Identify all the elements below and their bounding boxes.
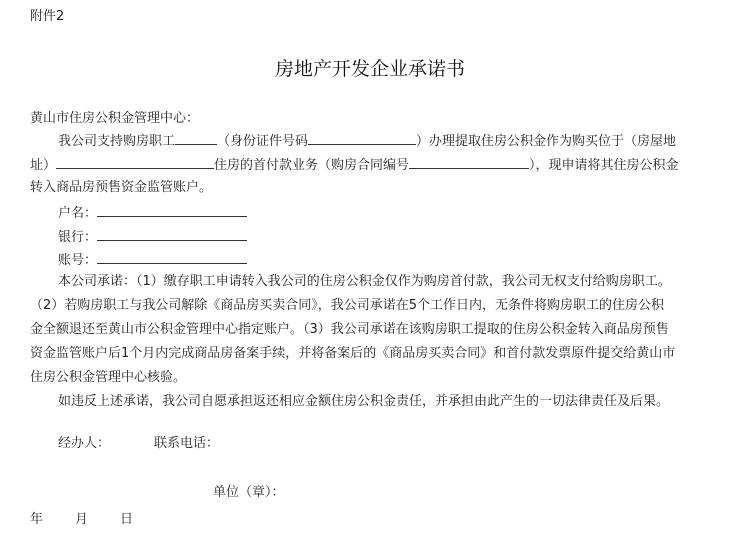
date-year: 年 <box>30 512 44 527</box>
house-address-blank[interactable] <box>56 155 214 169</box>
account-number-label: 账号： <box>58 253 98 268</box>
bank-blank[interactable] <box>97 227 247 241</box>
date-month: 月 <box>75 512 89 527</box>
para2-line2: （2）若购房职工与我公司解除《商品房买卖合同》，我公司承诺在5个工作日内，无条件将购房职工的住房公积 <box>30 298 665 313</box>
para1-text-f: ），现申请将其住房公积金 <box>529 158 679 173</box>
contract-number-blank[interactable] <box>409 155 529 169</box>
para1-text-c: ）办理提取住房公积金作为购买位于（房屋地 <box>416 134 677 149</box>
para3-line: 如违反上述承诺，我公司自愿承担返还相应金额住房公积金责任，并承担由此产生的一切法律责任及后果。 <box>58 394 670 409</box>
para2-line5: 住房公积金管理中心核验。 <box>30 370 187 385</box>
para2-line1: 本公司承诺：（1）缴存职工申请转入我公司的住房公积金仅作为购房首付款，我公司无权支付给购房职工。 <box>58 274 671 289</box>
annex-label: 附件2 <box>30 9 65 24</box>
account-name-blank[interactable] <box>97 203 247 217</box>
id-number-blank[interactable] <box>308 131 416 145</box>
para1-text-b: （身份证件号码 <box>217 134 309 149</box>
signature-line <box>58 435 219 453</box>
bank-label: 银行： <box>58 230 98 245</box>
salutation: 黄山市住房公积金管理中心： <box>30 111 200 126</box>
date-day: 日 <box>120 512 134 527</box>
account-number-field <box>58 250 247 270</box>
para2-line3: 金全额退还至黄山市公积金管理中心指定账户。（3）我公司承诺在该购房职工提取的住房公积金转入商品房预售 <box>30 322 669 337</box>
para1-line1 <box>58 131 676 151</box>
bank-field <box>58 227 247 247</box>
para1-line2 <box>30 155 679 175</box>
unit-seal-label: 单位（章）： <box>213 485 285 500</box>
employee-name-blank[interactable] <box>175 131 217 145</box>
account-number-blank[interactable] <box>97 250 247 264</box>
para1-text-d: 址） <box>30 158 57 173</box>
phone-label: 联系电话： <box>154 436 220 451</box>
handler-label: 经办人： <box>58 436 111 451</box>
document-title: 房地产开发企业承诺书 <box>274 58 465 80</box>
date-line <box>30 511 133 529</box>
para2-line4: 资金监管账户后1个月内完成商品房备案手续，并将备案后的《商品房买卖合同》和首付款发票原件提交给黄山市 <box>30 346 676 361</box>
para1-text-e: 住房的首付款业务（购房合同编号 <box>214 158 410 173</box>
para1-line3: 转入商品房预售资金监管账户。 <box>30 180 213 195</box>
account-name-label: 户名： <box>58 206 98 221</box>
para1-text-a: 我公司支持购房职工 <box>58 134 176 149</box>
account-name-field <box>58 203 247 223</box>
